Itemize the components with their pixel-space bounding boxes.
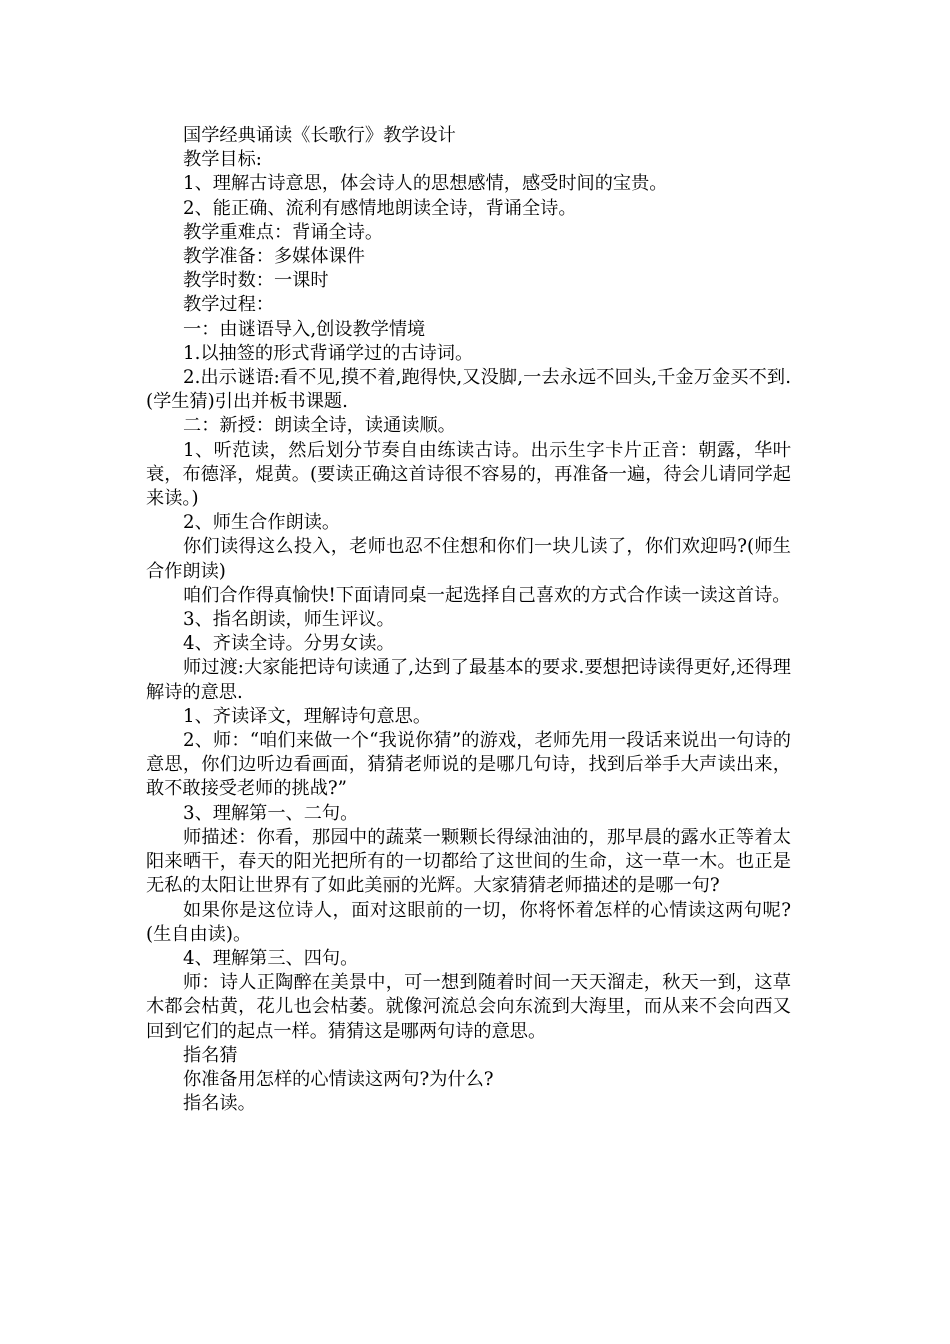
paragraph: 师过渡:大家能把诗句读通了,达到了最基本的要求.要想把诗读得更好,还得理解诗的意思. [146, 657, 791, 703]
document-page [146, 124, 791, 1116]
paragraph: 师：诗人正陶醉在美景中，可一想到随着时间一天天溜走，秋天一到，这草木都会枯黄，花儿也会枯萎。就像河流总会向东流到大海里，而从来不会向西又回到它们的起点一样。猜猜这是哪两句诗的意思。 [146, 972, 791, 1042]
paragraph: 2.出示谜语:看不见,摸不着,跑得快,又没脚,一去永远不回头,千金万金买不到.(学生猜)引出并板书课题. [146, 367, 791, 413]
section-heading-process: 教学过程： [183, 294, 274, 316]
objective-2: 2、能正确、流利有感情地朗读全诗，背诵全诗。 [183, 197, 577, 219]
paragraph: 指名读。 [183, 1093, 256, 1115]
paragraph: 1、听范读，然后划分节奏自由练读古诗。出示生字卡片正音：朝露，华叶衰，布德泽，焜黄。(要读正确这首诗很不容易的，再准备一遍，待会儿请同学起来读。) [146, 439, 791, 510]
document-title: 国学经典诵读《长歌行》教学设计 [183, 125, 456, 146]
paragraph: 1、齐读译文，理解诗句意思。 [183, 705, 432, 727]
paragraph: 4、齐读全诗。分男女读。 [183, 633, 395, 655]
paragraph: 如果你是这位诗人，面对这眼前的一切，你将怀着怎样的心情读这两句呢?(生自由读)。 [146, 899, 791, 945]
paragraph: 2、师生合作朗读。 [183, 512, 341, 534]
preparation: 教学准备：多媒体课件 [183, 246, 365, 268]
paragraph: 4、理解第三、四句。 [183, 947, 359, 969]
key-points: 教学重难点：背诵全诗。 [183, 221, 384, 243]
step-two-heading: 二：新授：朗读全诗，读通读顺。 [183, 415, 456, 437]
paragraph: 3、理解第一、二句。 [183, 802, 359, 824]
paragraph: 师描述：你看，那园中的蔬菜一颗颗长得绿油油的，那早晨的露水正等着太阳来晒干，春天的阳光把所有的一切都给了这世间的生命，这一草一木。也正是无私的太阳让世界有了如此美丽的光辉。大家猜猜老师描述的是哪一句? [146, 826, 791, 897]
objective-1: 1、理解古诗意思，体会诗人的思想感情，感受时间的宝贵。 [183, 173, 668, 195]
step-one-heading: 一：由谜语导入,创设教学情境 [183, 318, 426, 340]
paragraph: 咱们合作得真愉快!下面请同桌一起选择自己喜欢的方式合作读一读这首诗。 [183, 584, 791, 606]
paragraph: 3、指名朗读，师生评议。 [183, 609, 395, 631]
paragraph: 你们读得这么投入，老师也忍不住想和你们一块儿读了，你们欢迎吗?(师生合作朗读) [146, 536, 791, 582]
class-hours: 教学时数：一课时 [183, 270, 329, 292]
paragraph: 指名猜 [183, 1044, 238, 1066]
section-heading-objectives: 教学目标: [183, 149, 262, 171]
paragraph: 2、师：“咱们来做一个“我说你猜”的游戏，老师先用一段话来说出一句诗的意思，你们边听边看画面，猜猜老师说的是哪几句诗，找到后举手大声读出来，敢不敢接受老师的挑战?” [146, 730, 791, 800]
paragraph: 你准备用怎样的心情读这两句?为什么? [183, 1068, 494, 1090]
paragraph: 1.以抽签的形式背诵学过的古诗词。 [183, 342, 474, 364]
